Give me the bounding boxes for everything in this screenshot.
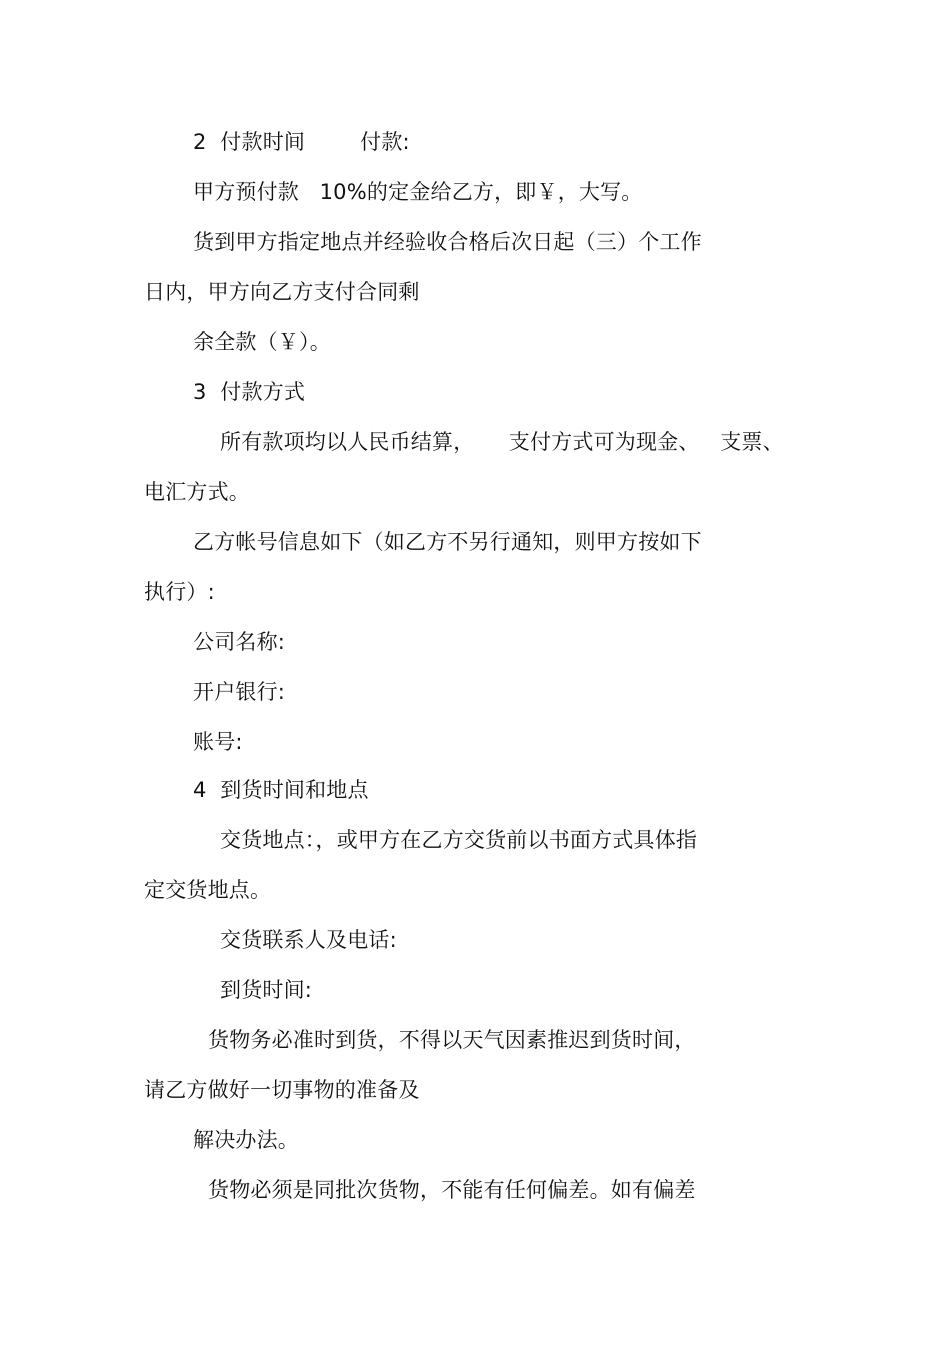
paragraph-line: 所有款项均以人民币结算， 支付方式可为现金、 支票、 <box>220 430 784 454</box>
account-number-field: 账号: <box>193 730 243 754</box>
paragraph-line: 甲方预付款 10%的定金给乙方，即￥，大写。 <box>193 180 643 204</box>
paragraph-line: 请乙方做好一切事物的准备及 <box>144 1078 420 1102</box>
paragraph-line: 解决办法。 <box>193 1128 299 1152</box>
paragraph-line: 余全款（￥）。 <box>193 330 331 354</box>
bank-field: 开户银行: <box>193 680 286 704</box>
paragraph-line: 货到甲方指定地点并经验收合格后次日起（三）个工作 <box>193 230 702 254</box>
heading-delivery-time-place: 4 到货时间和地点 <box>193 778 369 802</box>
paragraph-line: 电汇方式。 <box>144 480 250 504</box>
heading-payment-time: 2 付款时间 付款: <box>193 130 410 154</box>
heading-payment-method: 3 付款方式 <box>193 380 306 404</box>
paragraph-line: 交货地点：，或甲方在乙方交货前以书面方式具体指 <box>220 828 698 852</box>
arrival-time-field: 到货时间: <box>220 978 313 1002</box>
paragraph-line: 货物必须是同批次货物，不能有任何偏差。如有偏差 <box>208 1178 696 1202</box>
company-name-field: 公司名称: <box>193 630 286 654</box>
paragraph-line: 日内，甲方向乙方支付合同剩 <box>144 280 420 304</box>
paragraph-line: 货物务必准时到货，不得以天气因素推迟到货时间， <box>208 1028 696 1052</box>
delivery-contact-field: 交货联系人及电话: <box>220 928 397 952</box>
paragraph-line: 定交货地点。 <box>144 878 272 902</box>
paragraph-line: 乙方帐号信息如下（如乙方不另行通知，则甲方按如下 <box>193 530 702 554</box>
paragraph-line: 执行）: <box>144 580 215 604</box>
